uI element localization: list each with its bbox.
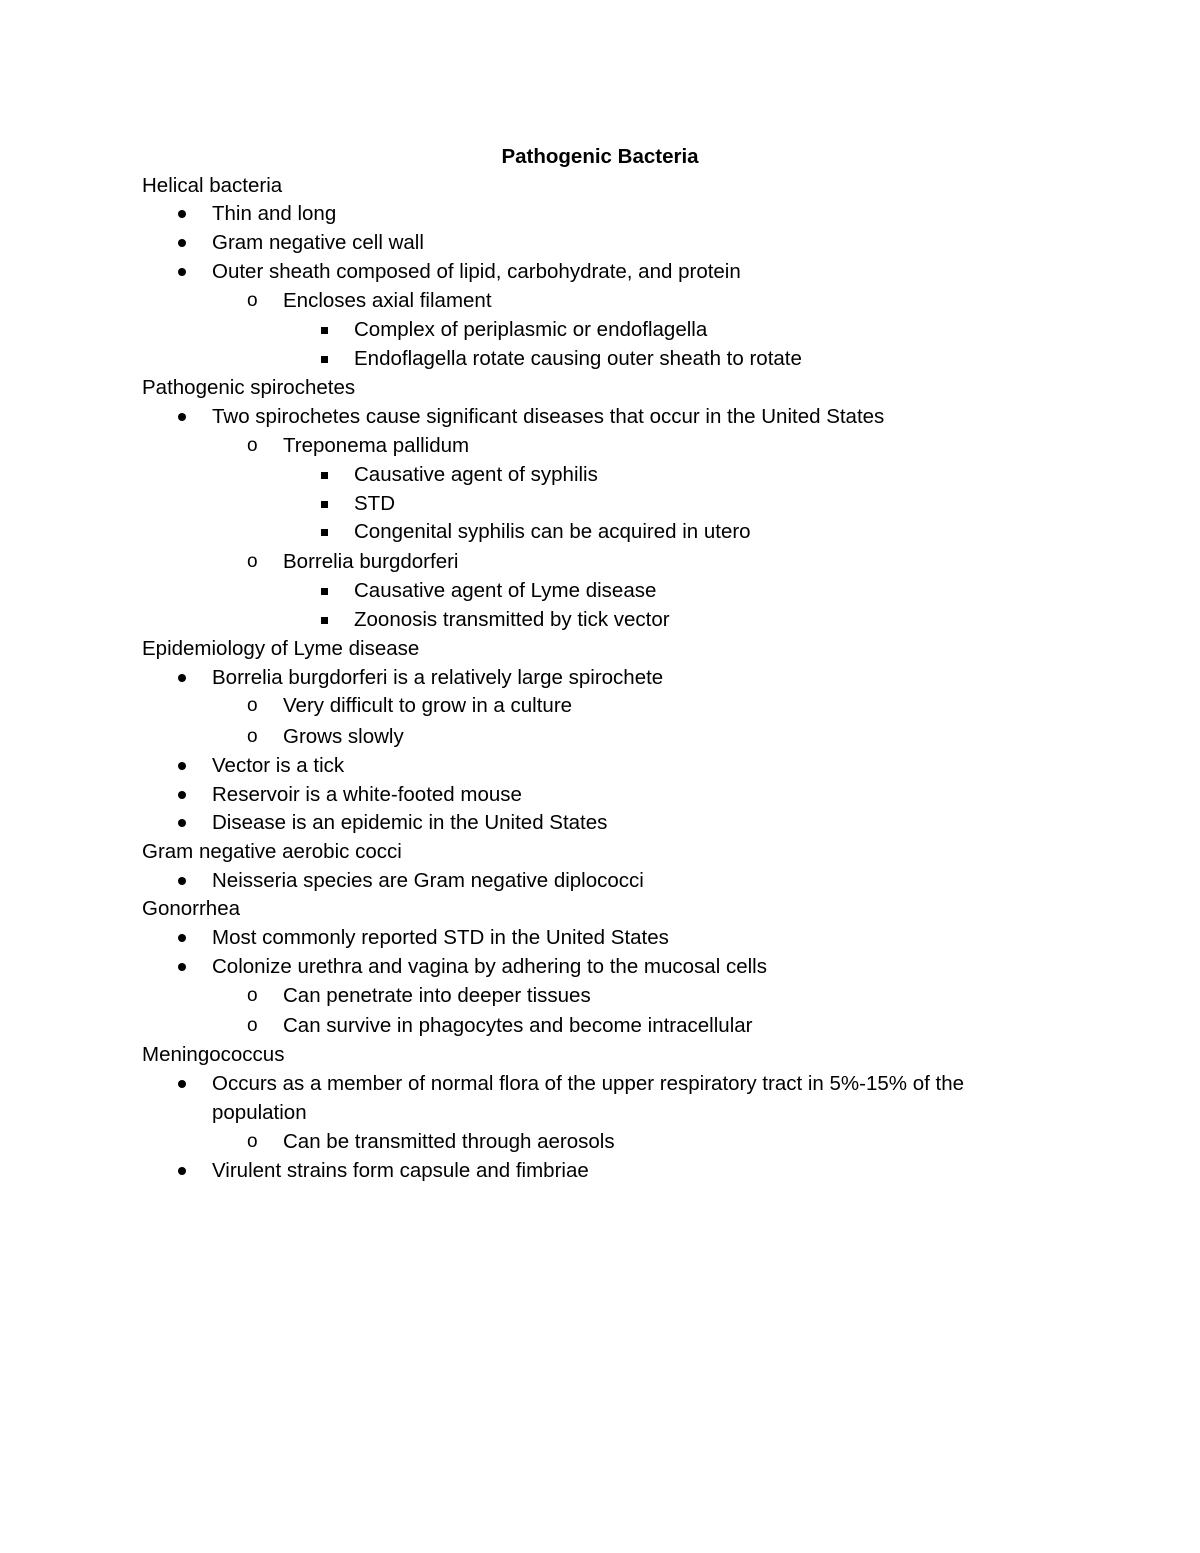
list-item [247, 550, 459, 574]
list-item [212, 1072, 964, 1096]
list-item [247, 1014, 753, 1038]
list-item-text: Epidemiology of Lyme disease [142, 637, 420, 660]
section-heading [142, 840, 402, 864]
list-item-text: Helical bacteria [142, 174, 283, 197]
square-bullet-icon [321, 327, 328, 334]
bullet-icon [178, 934, 186, 942]
list-item [212, 202, 336, 226]
list-item [212, 955, 767, 979]
list-item-text: Endoflagella rotate causing outer sheath to rotate [354, 347, 802, 370]
bullet-icon [178, 762, 186, 770]
list-item-text: Gram negative aerobic cocci [142, 840, 402, 863]
list-item-text: Disease is an epidemic in the United States [212, 811, 608, 834]
list-item-text: Congenital syphilis can be acquired in utero [354, 520, 751, 543]
list-item [354, 579, 656, 603]
list-item-text: Borrelia burgdorferi [283, 550, 459, 573]
list-item-text: Gram negative cell wall [212, 231, 424, 254]
bullet-icon [178, 210, 186, 218]
section-heading [142, 637, 419, 661]
list-item-text: Very difficult to grow in a culture [283, 694, 573, 717]
list-item-text: Vector is a tick [212, 754, 345, 777]
list-item-text: Virulent strains form capsule and fimbriae [212, 1159, 589, 1182]
square-bullet-icon [321, 472, 328, 479]
list-item-text: Colonize urethra and vagina by adhering to the mucosal cells [212, 955, 767, 978]
list-item-text: Can survive in phagocytes and become intracellular [283, 1014, 753, 1037]
list-item [247, 289, 492, 313]
list-item [212, 231, 424, 255]
circle-bullet-icon: o [247, 1131, 258, 1152]
list-item-text: Thin and long [212, 202, 337, 225]
list-item [354, 463, 598, 487]
list-item [247, 434, 470, 458]
list-item [212, 869, 644, 893]
list-item [212, 754, 344, 778]
list-item [354, 318, 707, 342]
bullet-icon [178, 791, 186, 799]
circle-bullet-icon: o [247, 435, 258, 456]
bullet-icon [178, 877, 186, 885]
bullet-icon [178, 963, 186, 971]
list-item-text: Can be transmitted through aerosols [283, 1130, 615, 1153]
list-item-text: Zoonosis transmitted by tick vector [354, 608, 670, 631]
square-bullet-icon [321, 617, 328, 624]
list-item-text: Most commonly reported STD in the United States [212, 926, 669, 949]
list-item-text: STD [354, 492, 395, 515]
square-bullet-icon [321, 356, 328, 363]
circle-bullet-icon: o [247, 985, 258, 1006]
section-heading [142, 1043, 284, 1067]
list-item-text: Borrelia burgdorferi is a relatively large spirochete [212, 666, 664, 689]
bullet-icon [178, 674, 186, 682]
list-item [212, 1101, 307, 1125]
list-item-text: Encloses axial filament [283, 289, 492, 312]
circle-bullet-icon: o [247, 290, 258, 311]
list-item [212, 1159, 589, 1183]
list-item [354, 608, 670, 632]
bullet-icon [178, 819, 186, 827]
section-heading [142, 897, 240, 921]
square-bullet-icon [321, 529, 328, 536]
list-item [354, 347, 802, 371]
list-item [354, 520, 751, 544]
list-item [247, 984, 591, 1008]
circle-bullet-icon: o [247, 726, 258, 747]
square-bullet-icon [321, 501, 328, 508]
bullet-icon [178, 268, 186, 276]
list-item [212, 783, 522, 807]
bullet-icon [178, 239, 186, 247]
bullet-icon [178, 1080, 186, 1088]
list-item-text: Neisseria species are Gram negative diplococci [212, 869, 644, 892]
list-item [247, 694, 573, 718]
bullet-icon [178, 413, 186, 421]
list-item-text: Meningococcus [142, 1043, 285, 1066]
list-item [212, 926, 669, 950]
list-item [247, 725, 404, 749]
list-item-text: Treponema pallidum [283, 434, 470, 457]
list-item-text: Can penetrate into deeper tissues [283, 984, 591, 1007]
list-item-text: Causative agent of syphilis [354, 463, 598, 486]
page-title: Pathogenic Bacteria [501, 145, 699, 168]
list-item-text: Complex of periplasmic or endoflagella [354, 318, 708, 341]
list-item [212, 260, 741, 284]
square-bullet-icon [321, 588, 328, 595]
list-item-text: population [212, 1101, 307, 1124]
bullet-icon [178, 1167, 186, 1175]
list-item-text: Pathogenic spirochetes [142, 376, 356, 399]
list-item-text: Two spirochetes cause significant diseases that occur in the United States [212, 405, 885, 428]
list-item [212, 666, 663, 690]
circle-bullet-icon: o [247, 695, 258, 716]
list-item [212, 811, 607, 835]
circle-bullet-icon: o [247, 1015, 258, 1036]
list-item-text: Grows slowly [283, 725, 404, 748]
list-item-text: Reservoir is a white-footed mouse [212, 783, 522, 806]
list-item-text: Causative agent of Lyme disease [354, 579, 657, 602]
list-item-text: Gonorrhea [142, 897, 241, 920]
section-heading [142, 376, 355, 400]
list-item-text: Occurs as a member of normal flora of the upper respiratory tract in 5%-15% of the [212, 1072, 964, 1095]
list-item [354, 492, 395, 516]
section-heading [142, 174, 282, 198]
list-item-text: Outer sheath composed of lipid, carbohydrate, and protein [212, 260, 741, 283]
list-item [212, 405, 884, 429]
circle-bullet-icon: o [247, 551, 258, 572]
list-item [247, 1130, 615, 1154]
